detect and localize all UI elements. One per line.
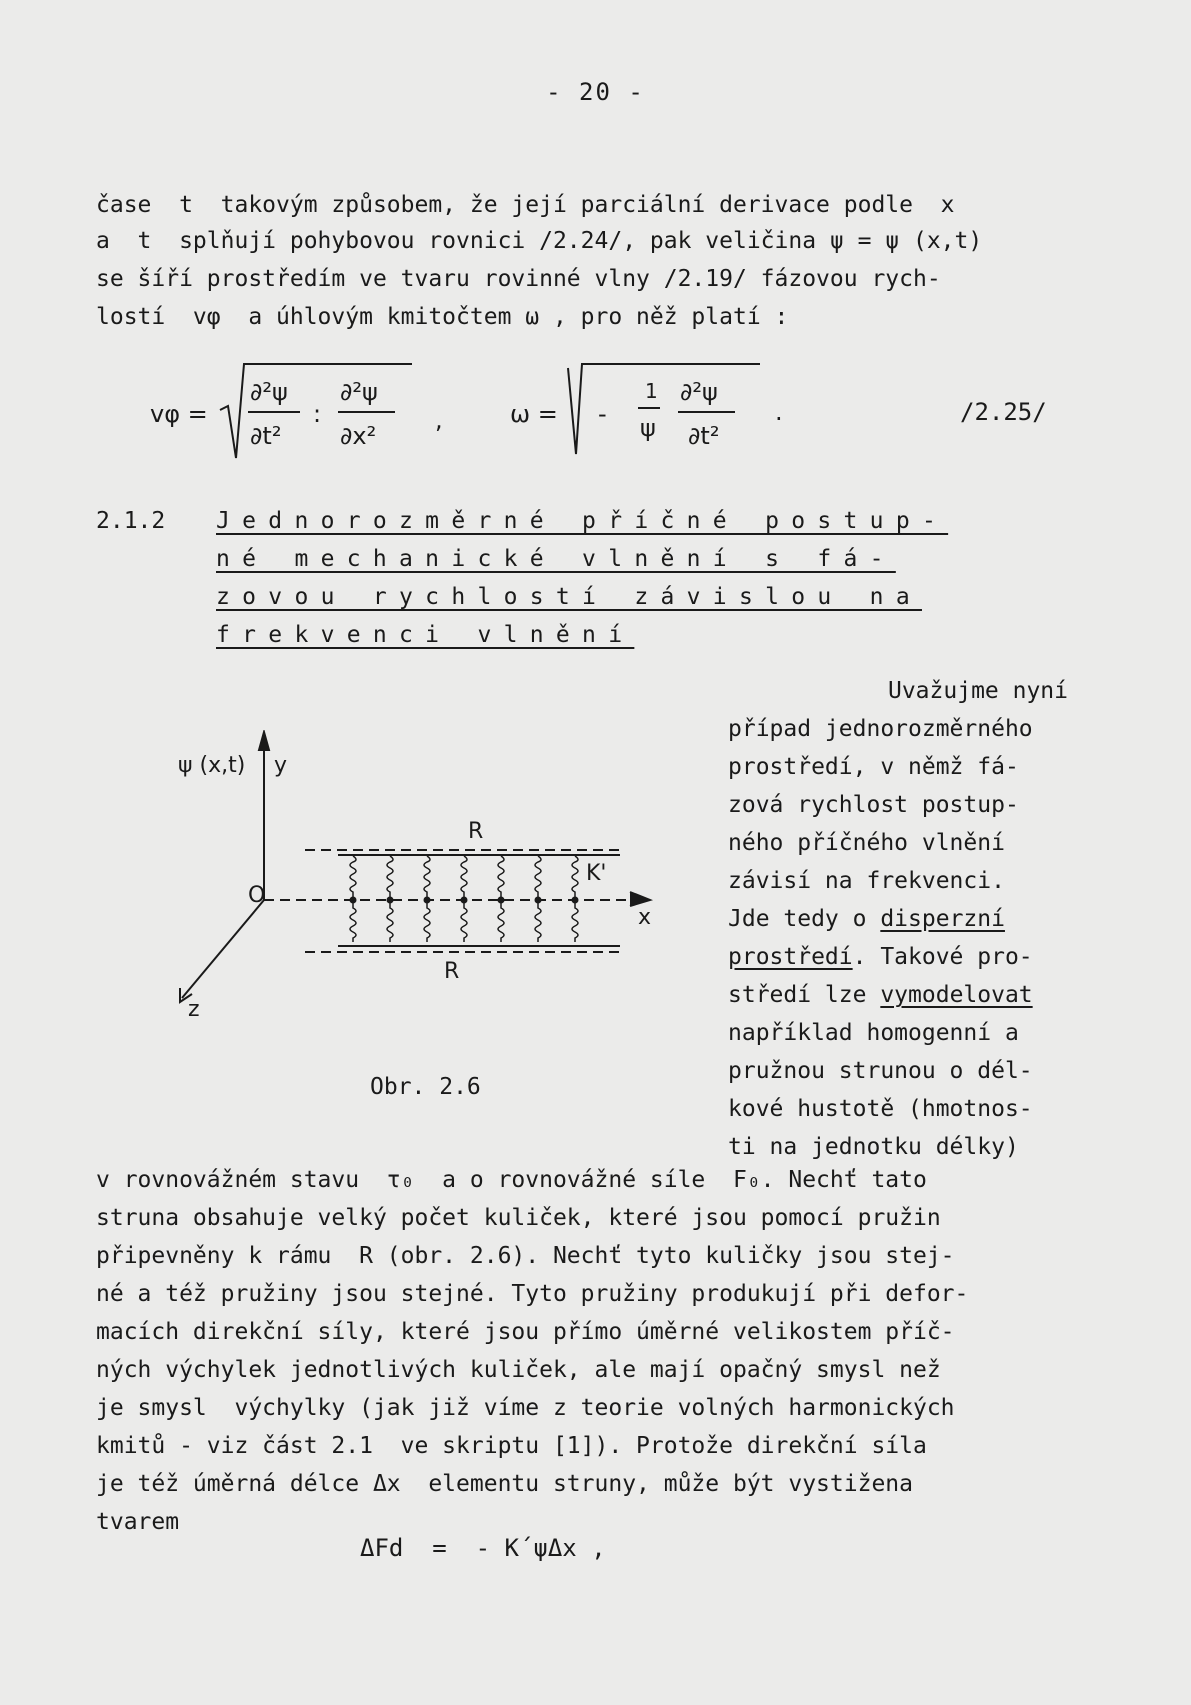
body-line: v rovnovážném stavu τ₀ a o rovnovážné síle F₀. Nechť tato — [96, 1167, 927, 1193]
term-vymodelovat: vymodelovat — [880, 982, 1033, 1008]
right-col-line — [728, 900, 1073, 938]
intro-line: se šíří prostředím ve tvaru rovinné vlny /2.19/ fázovou rych- — [96, 266, 941, 292]
right-col-line: ného příčného vlnění — [728, 830, 1005, 856]
body-line: macích direkční síly, které jsou přímo úměrné velikostem příč- — [96, 1319, 955, 1345]
equation-2-25 — [150, 360, 1070, 465]
right-col-line: pružnou strunou o dél- — [728, 1058, 1033, 1084]
section-heading-line: né mechanické vlnění s fá- — [216, 546, 896, 572]
fig-label-psi: ψ (x,t) — [178, 753, 246, 778]
right-col-text: Jde tedy o — [728, 906, 881, 932]
fig-label-y: y — [274, 753, 288, 778]
right-col-line: například homogenní a — [728, 1020, 1019, 1046]
right-col-line — [728, 976, 1073, 1014]
section-heading-line: Jednorozměrné příčné postup- — [216, 508, 949, 534]
eq-num3: ∂²ψ — [680, 378, 718, 406]
fig-label-k: K' — [586, 861, 607, 886]
body-line: struna obsahuje velký počet kuliček, které jsou pomocí pružin — [96, 1205, 941, 1231]
right-col-line: kové hustotě (hmotnos- — [728, 1096, 1033, 1122]
section-heading-line: frekvenci vlnění — [216, 622, 635, 648]
figure-2-6 — [150, 730, 670, 1030]
eq-dot: . — [775, 398, 783, 426]
body-line: tvarem — [96, 1509, 180, 1535]
eq-minus: - — [598, 400, 607, 428]
right-col-text: . Takové pro- — [852, 944, 1033, 970]
intro-line: a t splňují pohybovou rovnici /2.24/, pak veličina ψ = ψ (x,t) — [96, 228, 983, 254]
body-line: připevněny k rámu R (obr. 2.6). Nechť tyto kuličky jsou stej- — [96, 1243, 955, 1269]
body-line: je též úměrná délce Δx elementu struny, může být vystižena — [96, 1471, 913, 1497]
right-col-line: prostředí, v němž fá- — [728, 754, 1019, 780]
eq-label: /2.25/ — [960, 398, 1047, 426]
eq-num2: ∂²ψ — [340, 378, 378, 406]
body-line: je smysl výchylky (jak již víme z teorie volných harmonických — [96, 1395, 955, 1421]
fig-label-r-bottom: R — [444, 959, 460, 984]
figure-caption: Obr. 2.6 — [370, 1074, 481, 1100]
page-number: - 20 - — [546, 78, 645, 106]
eq-frac-one: 1 — [645, 379, 658, 403]
body-line: kmitů - viz část 2.1 ve skriptu [1]). Protože direkční síla — [96, 1433, 927, 1459]
body-line: ných výchylek jednotlivých kuliček, ale mají opačný smysl než — [96, 1357, 941, 1383]
eq-num1: ∂²ψ — [250, 378, 288, 406]
eq-frac-psi: ψ — [640, 414, 656, 442]
fig-label-o: O — [248, 883, 266, 908]
eq-comma: , — [435, 406, 443, 434]
body-line: né a též pružiny jsou stejné. Tyto pružiny produkují při defor- — [96, 1281, 969, 1307]
eq-omega-lhs: ω = — [510, 400, 558, 428]
eq-v-lhs: vφ = — [150, 400, 208, 428]
fig-label-x: x — [638, 905, 652, 930]
right-col-line: závisí na frekvenci. — [728, 868, 1005, 894]
eq-den3: ∂t² — [688, 422, 720, 450]
section-heading-line: zovou rychlostí závislou na — [216, 584, 922, 610]
section-number: 2.1.2 — [96, 508, 166, 534]
final-equation: ΔFd = - K´ψΔx , — [360, 1534, 606, 1562]
right-col-line: ti na jednotku délky) — [728, 1134, 1019, 1160]
right-col-line: zová rychlost postup- — [728, 792, 1019, 818]
right-col-line: případ jednorozměrného — [728, 716, 1033, 742]
term-disperzni: disperzní — [880, 906, 1005, 932]
eq-ratio: : — [313, 400, 322, 428]
right-col-text: středí lze — [728, 982, 881, 1008]
intro-line: lostí vφ a úhlovým kmitočtem ω , pro něž platí : — [96, 304, 789, 330]
eq-den2: ∂x² — [340, 422, 377, 450]
term-prostredi: prostředí — [728, 944, 853, 970]
right-col-line: Uvažujme nyní — [887, 678, 1068, 704]
fig-label-z: z — [188, 997, 200, 1022]
right-col-line — [728, 938, 1073, 976]
intro-line: čase t takovým způsobem, že její parciální derivace podle x — [96, 192, 955, 218]
fig-label-r-top: R — [468, 819, 484, 844]
eq-den1: ∂t² — [250, 422, 282, 450]
